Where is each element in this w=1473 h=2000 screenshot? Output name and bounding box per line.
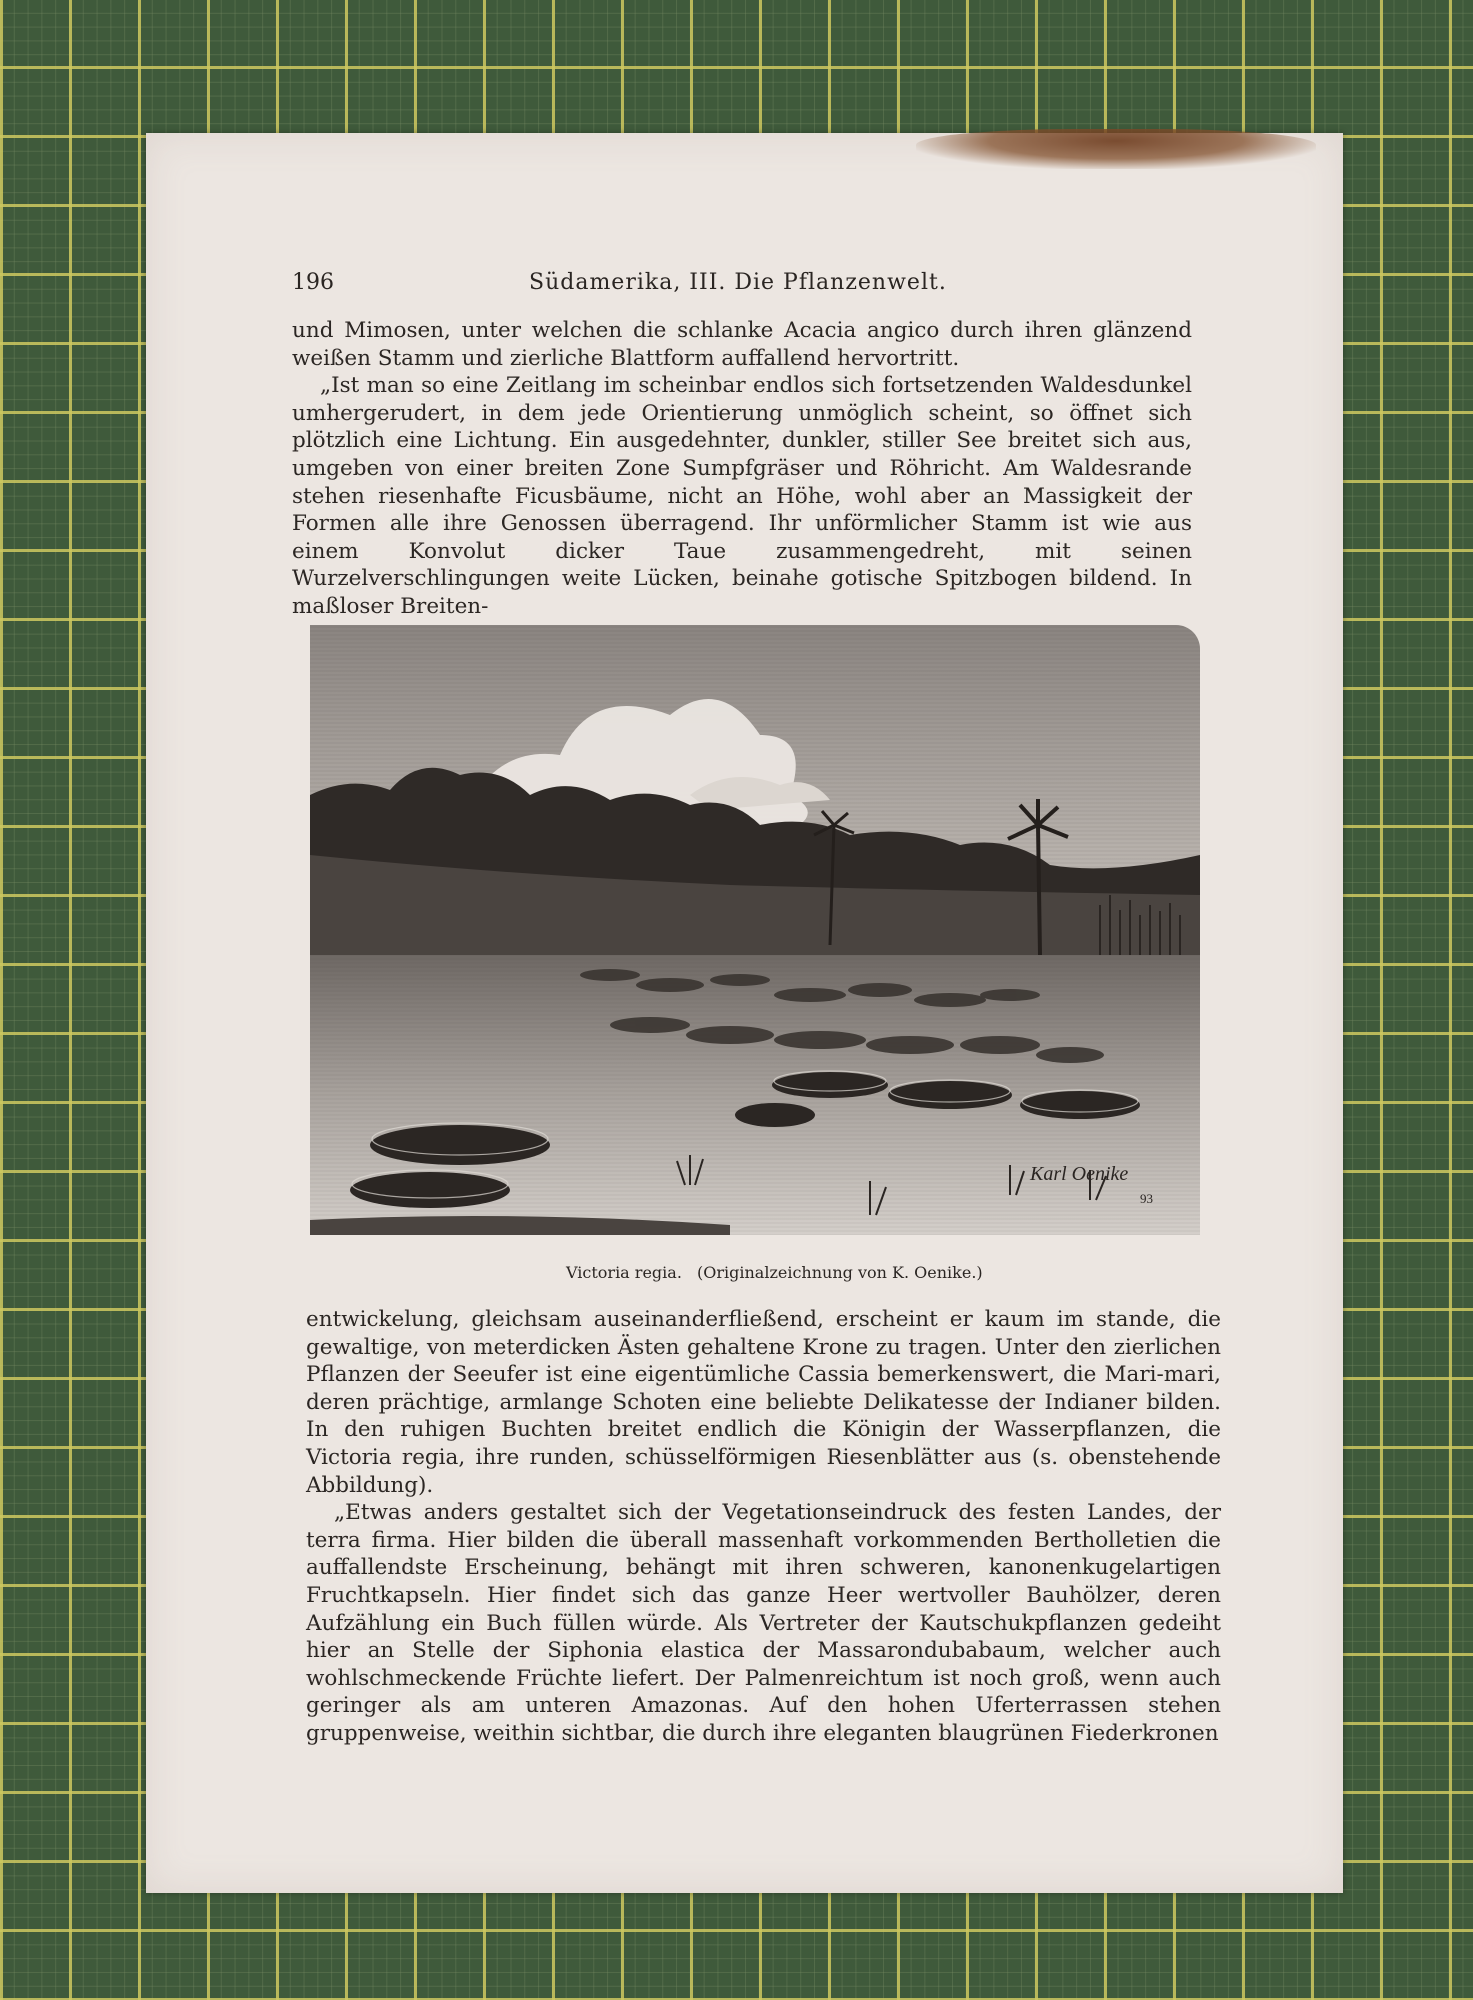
caption-credit: (Originalzeichnung von K. Oenike.) [697,1263,983,1282]
artist-signature: Karl Oenike [1030,1163,1129,1185]
page-header [292,270,1092,300]
running-title: Südamerika, III. Die Pflanzenwelt. [529,270,947,295]
book-page [146,133,1343,1893]
paragraph: entwickelung, gleichsam auseinanderfließend, erscheint er kaum im stande, die gewaltige, von meterdicken Ästen gehaltene Krone zu tragen. Unter den zierlichen Pflanzen der Seeufer ist eine eigentümliche Cassia bemerkenswert, die Mari-mari, deren prächtige, armlange Schoten eine beliebte Delikatesse der Indianer bilden. In den ruhigen Buchten breitet endlich die Königin der Wasserpflanzen, die Victoria regia, ihre runden, schüsselförmigen Riesenblätter aus (s. obenstehende Abbildung). [306,1307,1221,1498]
figure-caption [566,1263,1066,1282]
engraving-illustration [310,625,1200,1235]
body-text-top [292,317,1192,621]
artist-signature-year: 93 [1140,1191,1153,1206]
paragraph: „Etwas anders gestaltet sich der Vegetationseindruck des festen Landes, der terra firma. Hier bilden die überall massenhaft vorkommenden Bertholletien die auffallendste Erscheinung, behängt mit ihren schweren, kanonenkugelartigen Fruchtkapseln. Hier findet sich das ganze Heer wertvoller Bauhölzer, deren Aufzählung ein Buch füllen würde. Als Vertreter der Kautschukpflanzen gedeiht hier an Stelle der Siphonia elastica der Massarondubabaum, welcher auch wohlschmeckende Früchte liefert. Der Palmenreichtum ist noch groß, wenn auch geringer als am unteren Amazonas. Auf den hohen Uferterrassen stehen gruppenweise, weithin sichtbar, die durch ihre eleganten blaugrünen Fiederkronen [306,1500,1221,1746]
caption-title: Victoria regia. [566,1263,682,1282]
page-number: 196 [292,270,334,295]
paragraph: und Mimosen, unter welchen die schlanke Acacia angico durch ihren glänzend weißen Stamm und zierliche Blattform auffallend hervortritt. [292,318,1192,371]
victoria-regia-engraving [310,625,1200,1235]
paragraph: „Ist man so eine Zeitlang im scheinbar endlos sich fortsetzenden Waldesdunkel umhergerudert, in dem jede Orientierung unmöglich scheint, so öffnet sich plötzlich eine Lichtung. Ein ausgedehnter, dunkler, stiller See breitet sich aus, umgeben von einer breiten Zone Sumpfgräser und Röhricht. Am Waldesrande stehen riesenhafte Ficusbäume, nicht an Höhe, wohl aber an Massigkeit der Formen alle ihre Genossen überragend. Ihr unförmlicher Stamm ist wie aus einem Konvolut dicker Taue zusammengedreht, mit seinen Wurzelverschlingungen weite Lücken, beinahe gotische Spitzbogen bildend. In maßloser Breiten- [292,373,1192,619]
stain-mark [916,129,1316,169]
body-text-bottom [306,1306,1221,1748]
